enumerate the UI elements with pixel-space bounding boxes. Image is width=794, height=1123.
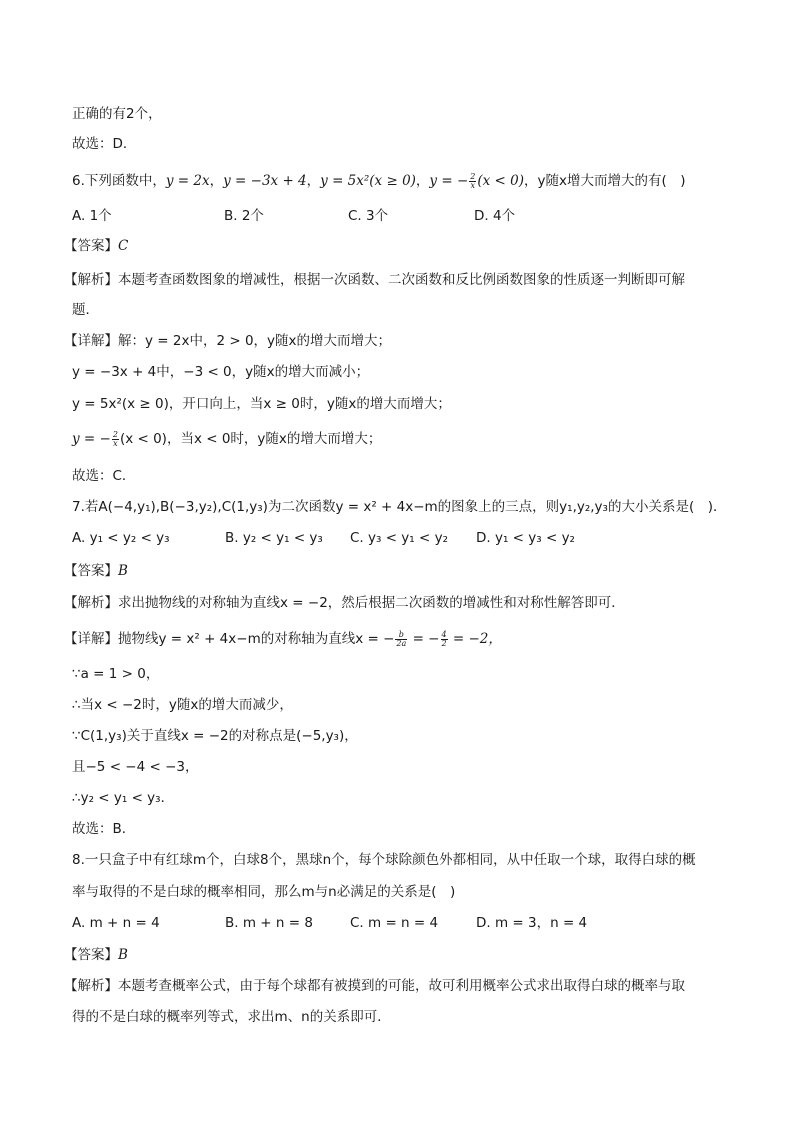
choose-line: 故选：B．	[72, 821, 136, 837]
choose-line: 故选：C．	[72, 468, 136, 484]
formula: y = 2x	[165, 173, 210, 189]
formula: = −	[408, 631, 440, 647]
detail-line: y = −3x + 4中，−3 < 0，y随x的增大而减小；	[72, 364, 370, 380]
detail-text: (x < 0)，当x < 0时，y随x的增大而增大；	[119, 431, 382, 447]
option-b: B. m + n = 8	[225, 915, 313, 931]
fraction-numerator: b	[395, 631, 407, 640]
fraction-denominator: 2	[441, 638, 447, 648]
question-7-options	[72, 528, 575, 548]
detail-line	[72, 429, 381, 449]
answer-tag: 【答案】	[64, 238, 118, 254]
fraction-numerator: 2	[112, 429, 118, 439]
fraction	[469, 173, 476, 190]
option-c: C. y₃ < y₁ < y₂	[350, 530, 449, 546]
fraction-numerator: 2	[470, 171, 476, 181]
option-d: D. m = 3，n = 4	[476, 915, 588, 931]
analysis-text: 本题考查概率公式，由于每个球都有被摸到的可能，故可利用概率公式求出取得白球的概率与取	[118, 978, 685, 994]
fraction-denominator: 2a	[396, 638, 407, 648]
detail-line: y = 5x²(x ≥ 0)，开口向上，当x ≥ 0时，y随x的增大而增大；	[72, 396, 451, 412]
answer-value: C	[118, 238, 129, 254]
option-b: B. y₂ < y₁ < y₃	[225, 530, 323, 546]
detail-text: 解：y = 2x中，2 > 0，y随x的增大而增大；	[118, 333, 392, 349]
formula: (x < 0)	[477, 173, 524, 189]
formula: y = −	[72, 431, 111, 447]
formula: y = −	[429, 173, 469, 189]
analysis-tag: 【解析】	[64, 272, 118, 288]
option-a: A. y₁ < y₂ < y₃	[72, 530, 170, 546]
answer-value: B	[118, 563, 128, 579]
text-line: 故选：D．	[72, 136, 137, 152]
separator: ，	[209, 173, 224, 189]
option-b: B. 2个	[224, 208, 264, 224]
analysis-line: 得的不是白球的概率列等式，求出m、n的关系即可．	[72, 1009, 391, 1025]
separator: ，	[306, 173, 321, 189]
detail-line: ∵C(1,y₃)关于直线x = −2的对称点是(−5,y₃)，	[72, 728, 358, 744]
fraction-numerator: 4	[441, 629, 447, 639]
detail-tag: 【详解】	[64, 631, 118, 647]
option-a: A. m + n = 4	[72, 915, 160, 931]
separator: ，	[415, 173, 430, 189]
fraction	[441, 631, 448, 648]
question-7-stem: 7.若A(−4,y₁),B(−3,y₂),C(1,y₃)为二次函数y = x² + 4x−m的图象上的三点，则y₁,y₂,y₃的大小关系是( )．	[72, 499, 727, 515]
question-8-stem: 8.一只盒子中有红球m个，白球8个，黑球n个，每个球除颜色外都相同，从中任取一个球，取得白球的概	[72, 852, 696, 868]
answer-line	[64, 236, 128, 256]
analysis-tag: 【解析】	[64, 595, 118, 611]
answer-tag: 【答案】	[64, 947, 118, 963]
formula: y = −3x + 4	[223, 173, 307, 189]
option-c: C. 3个	[348, 208, 389, 224]
analysis-tag: 【解析】	[64, 978, 118, 994]
analysis-line: 题．	[72, 302, 99, 318]
analysis-text: 求出抛物线的对称轴为直线x = −2，然后根据二次函数的增减性和对称性解答即可．	[118, 595, 625, 611]
detail-text: 抛物线y = x² + 4x−m的对称轴为直线x = −	[118, 631, 395, 647]
option-a: A. 1个	[72, 208, 112, 224]
detail-line: ∴y₂ < y₁ < y₃．	[72, 790, 175, 806]
fraction	[395, 631, 407, 648]
analysis-line	[64, 270, 685, 290]
question-6-options	[72, 206, 515, 226]
analysis-text: 本题考查函数图象的增减性，根据一次函数、二次函数和反比例函数图象的性质逐一判断即可解	[118, 272, 685, 288]
fraction-denominator: x	[113, 438, 118, 448]
question-6-stem	[72, 171, 686, 191]
option-d: D. 4个	[474, 208, 516, 224]
formula: = −2，	[448, 631, 502, 647]
formula: y = 5x²(x ≥ 0)	[320, 173, 416, 189]
analysis-line	[64, 593, 625, 613]
question-8-options	[72, 913, 587, 933]
detail-line	[64, 331, 391, 351]
answer-tag: 【答案】	[64, 563, 118, 579]
stem-text: 6.下列函数中，	[72, 173, 166, 189]
fraction-denominator: x	[470, 180, 476, 190]
detail-line: ∵a = 1 > 0，	[72, 666, 160, 682]
detail-line: 且−5 < −4 < −3，	[72, 759, 199, 775]
answer-line	[64, 561, 128, 581]
analysis-line	[64, 976, 685, 996]
text-line: 正确的有2个，	[72, 106, 162, 122]
stem-text: ，y随x增大而增大的有( )	[524, 173, 686, 189]
option-c: C. m = n = 4	[350, 915, 439, 931]
detail-line	[64, 629, 502, 649]
option-d: D. y₁ < y₃ < y₂	[476, 530, 575, 546]
question-8-stem: 率与取得的不是白球的概率相同，那么m与n必满足的关系是( )	[72, 884, 456, 900]
answer-line	[64, 945, 128, 965]
fraction	[112, 431, 119, 448]
detail-tag: 【详解】	[64, 333, 118, 349]
answer-value: B	[118, 947, 128, 963]
detail-line: ∴当x < −2时，y随x的增大而减少，	[72, 697, 293, 713]
